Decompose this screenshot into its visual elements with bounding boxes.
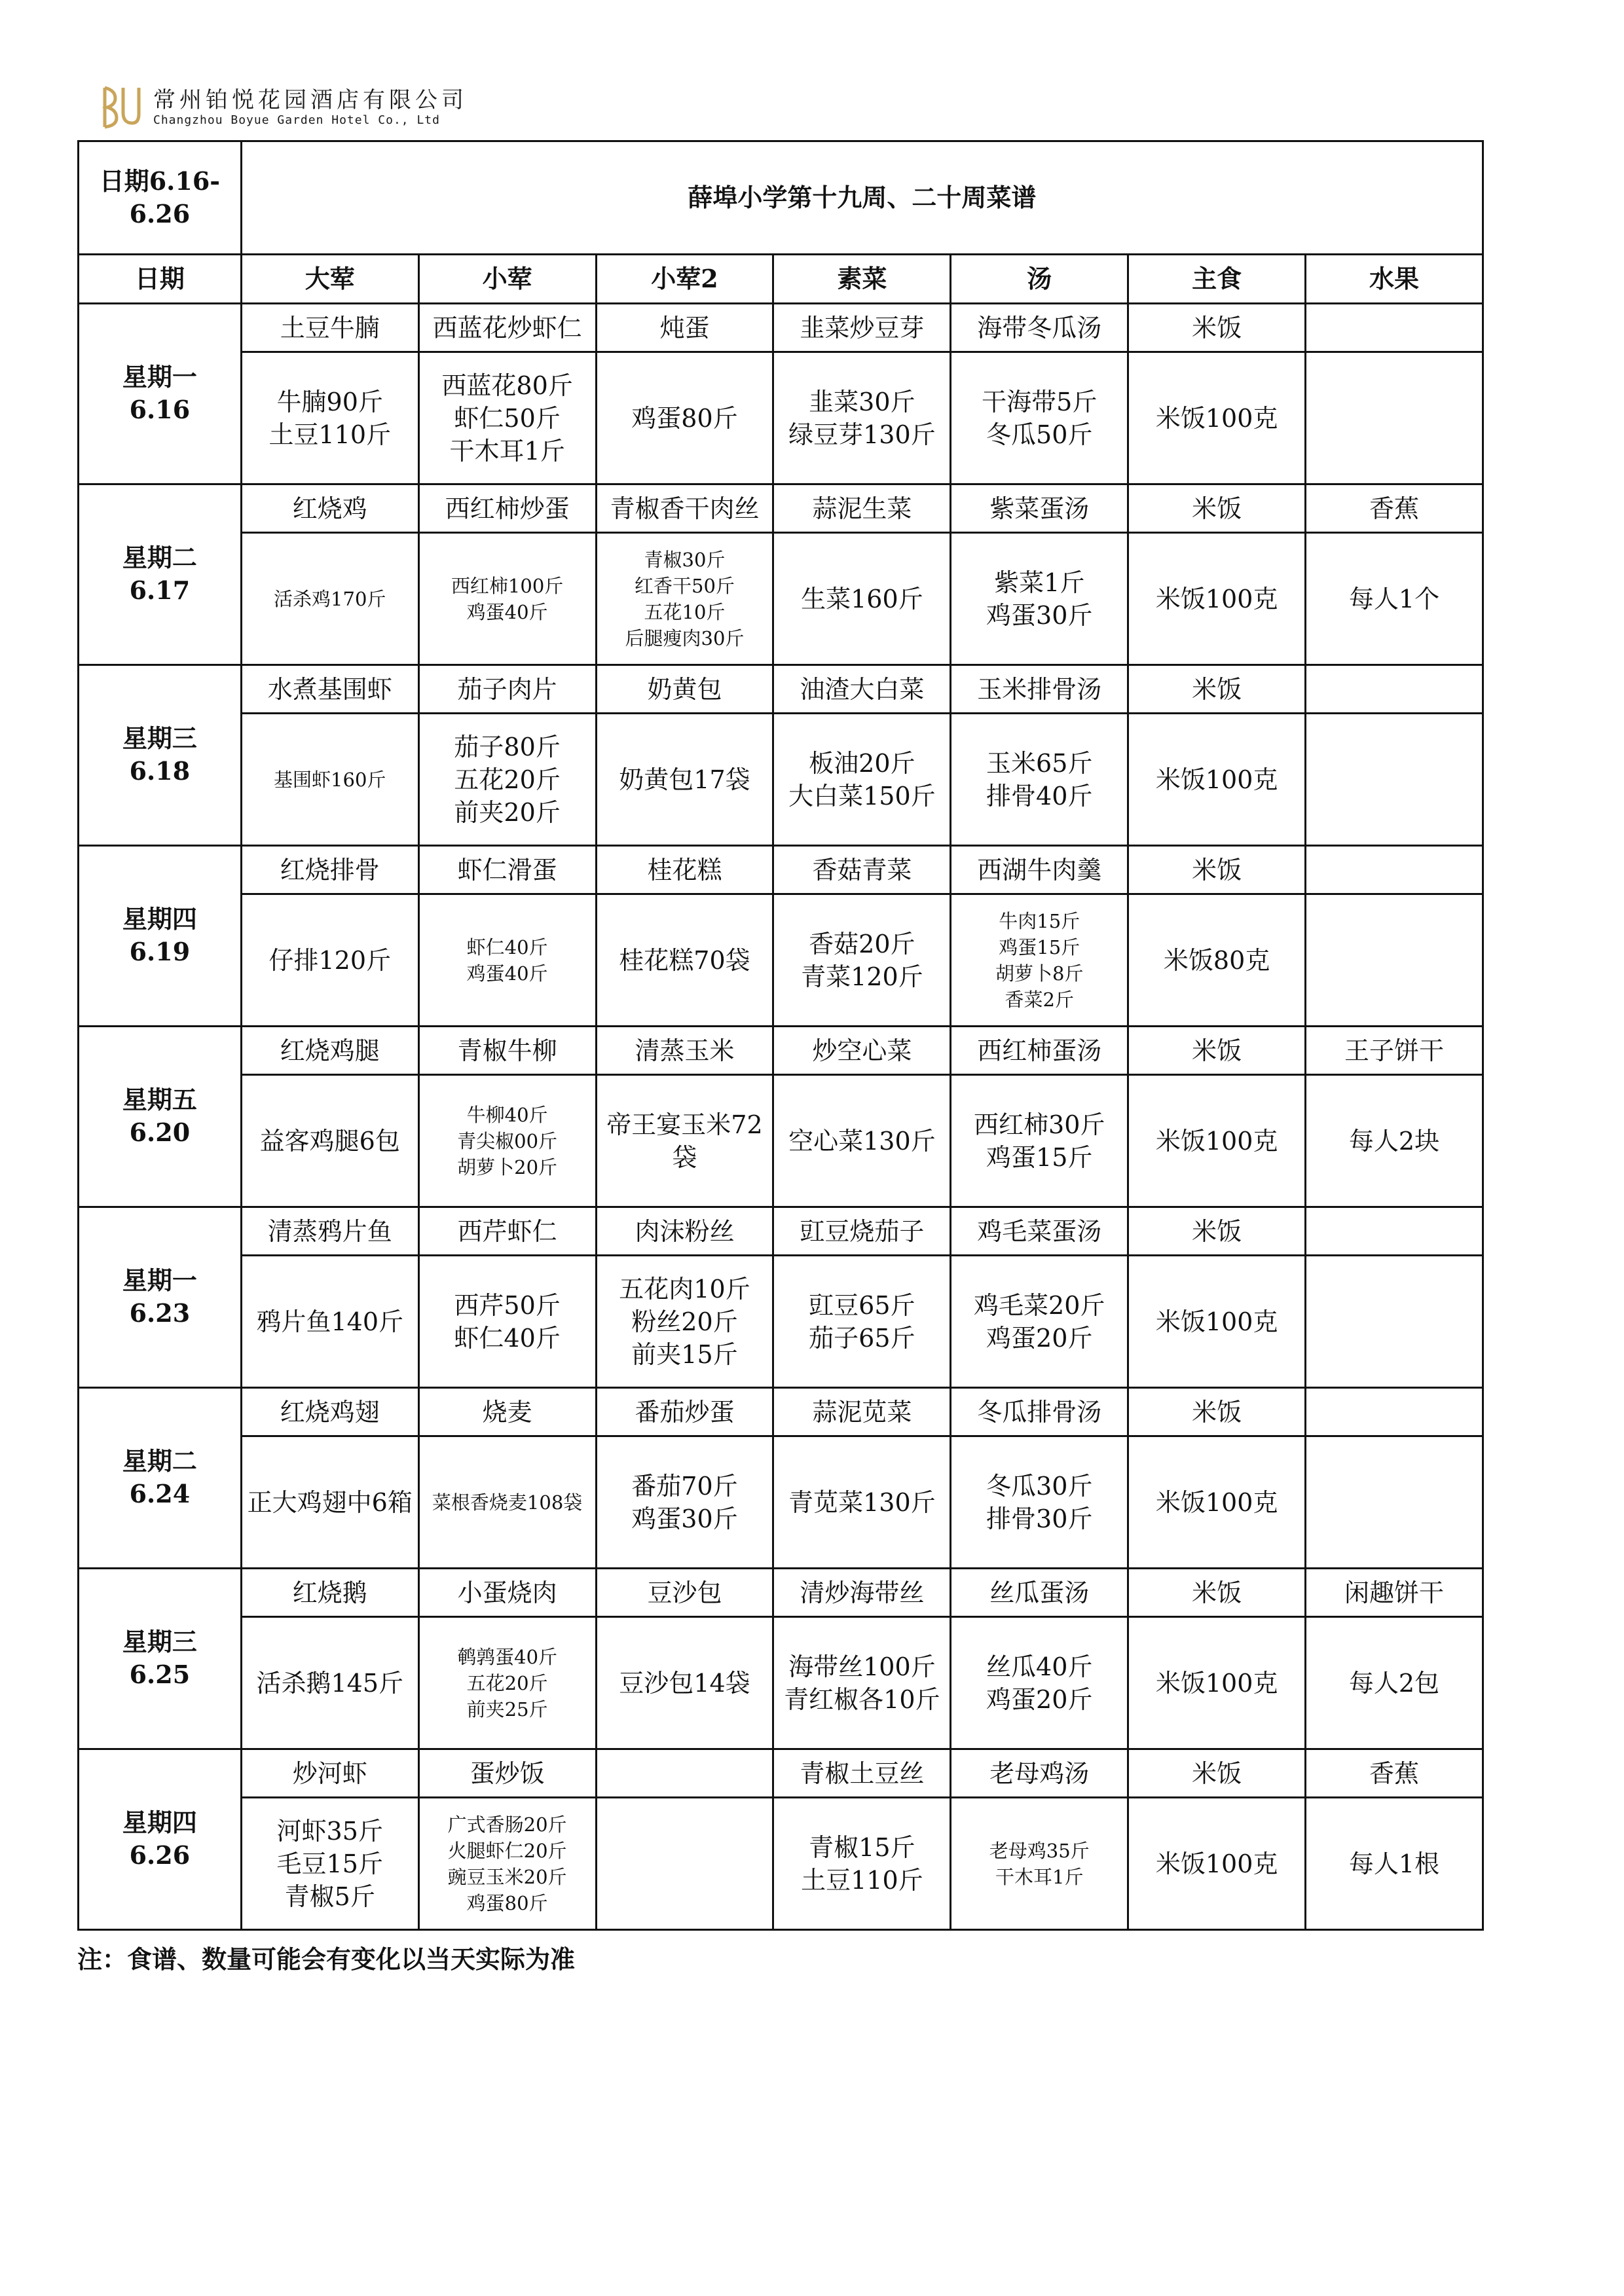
column-header: 汤 (951, 255, 1128, 304)
day-date: 6.24 (129, 1479, 191, 1509)
dish-cell: 肉沫粉丝 (596, 1207, 773, 1256)
day-date: 6.23 (129, 1298, 191, 1328)
quantity-cell: 每人2包 (1306, 1617, 1483, 1749)
dish-cell: 米饭 (1128, 303, 1306, 352)
quantity-row (79, 714, 1483, 845)
dish-cell: 米饭 (1128, 1749, 1306, 1798)
dish-cell: 鸡毛菜蛋汤 (951, 1207, 1128, 1256)
day-date: 6.16 (129, 395, 191, 425)
dish-cell: 虾仁滑蛋 (418, 845, 596, 894)
quantity-cell: 广式香肠20斤 火腿虾仁20斤 豌豆玉米20斤 鸡蛋80斤 (418, 1798, 596, 1930)
quantity-row (79, 1075, 1483, 1207)
quantity-cell (1306, 1256, 1483, 1387)
column-header: 主食 (1128, 255, 1306, 304)
dish-cell: 蛋炒饭 (418, 1749, 596, 1798)
dish-cell (1306, 1207, 1483, 1256)
dish-cell: 韭菜炒豆芽 (773, 303, 951, 352)
quantity-cell: 西芹50斤 虾仁40斤 (418, 1256, 596, 1387)
dish-cell: 青椒土豆丝 (773, 1749, 951, 1798)
company-name-cn: 常州铂悦花园酒店有限公司 (153, 87, 468, 113)
quantity-cell: 米饭100克 (1128, 1436, 1306, 1568)
quantity-cell: 桂花糕70袋 (596, 894, 773, 1026)
dish-cell: 西芹虾仁 (418, 1207, 596, 1256)
day-cell (79, 1568, 242, 1749)
dish-cell: 豆沙包 (596, 1568, 773, 1617)
dish-cell: 海带冬瓜汤 (951, 303, 1128, 352)
quantity-cell: 豆沙包14袋 (596, 1617, 773, 1749)
dish-cell: 清蒸玉米 (596, 1026, 773, 1075)
dish-cell: 小蛋烧肉 (418, 1568, 596, 1617)
column-header: 日期 (79, 255, 242, 304)
dish-cell (1306, 845, 1483, 894)
quantity-cell: 米饭80克 (1128, 894, 1306, 1026)
dish-row (79, 1207, 1483, 1256)
dish-cell: 桂花糕 (596, 845, 773, 894)
footnote: 注：食谱、数量可能会有变化以当天实际为准 (77, 1944, 576, 1974)
day-label: 星期三 (122, 1627, 197, 1657)
quantity-cell: 米饭100克 (1128, 1256, 1306, 1387)
quantity-cell: 板油20斤 大白菜150斤 (773, 714, 951, 845)
column-header: 小荤2 (596, 255, 773, 304)
dish-cell: 红烧鸡腿 (241, 1026, 418, 1075)
column-header: 素菜 (773, 255, 951, 304)
quantity-cell: 生菜160斤 (773, 533, 951, 665)
quantity-cell: 香菇20斤 青菜120斤 (773, 894, 951, 1026)
dish-cell: 米饭 (1128, 665, 1306, 714)
dish-cell (1306, 1387, 1483, 1436)
quantity-cell: 米饭100克 (1128, 352, 1306, 484)
column-header: 小荤 (418, 255, 596, 304)
dish-cell (1306, 303, 1483, 352)
dish-cell: 红烧鸡 (241, 484, 418, 533)
dish-cell: 炖蛋 (596, 303, 773, 352)
dish-row (79, 484, 1483, 533)
quantity-cell: 鸡毛菜20斤 鸡蛋20斤 (951, 1256, 1128, 1387)
dish-cell: 玉米排骨汤 (951, 665, 1128, 714)
day-date: 6.20 (129, 1118, 191, 1148)
day-label: 星期一 (122, 362, 197, 392)
dish-cell: 清蒸鸦片鱼 (241, 1207, 418, 1256)
dish-cell: 烧麦 (418, 1387, 596, 1436)
dish-cell: 番茄炒蛋 (596, 1387, 773, 1436)
quantity-cell (1306, 1436, 1483, 1568)
day-cell (79, 484, 242, 665)
dish-cell (1306, 665, 1483, 714)
quantity-cell: 玉米65斤 排骨40斤 (951, 714, 1128, 845)
day-cell (79, 665, 242, 845)
day-label: 星期四 (122, 1808, 197, 1838)
dish-cell: 米饭 (1128, 1207, 1306, 1256)
dish-cell: 炒河虾 (241, 1749, 418, 1798)
dish-cell: 土豆牛腩 (241, 303, 418, 352)
day-date: 6.18 (129, 756, 191, 786)
company-name-en: Changzhou Boyue Garden Hotel Co., Ltd (153, 113, 440, 127)
dish-cell: 青椒牛柳 (418, 1026, 596, 1075)
quantity-cell: 五花肉10斤 粉丝20斤 前夹15斤 (596, 1256, 773, 1387)
boyue-logo-icon (101, 84, 141, 131)
quantity-cell: 米饭100克 (1128, 533, 1306, 665)
quantity-cell: 空心菜130斤 (773, 1075, 951, 1207)
dish-cell: 米饭 (1128, 1026, 1306, 1075)
day-label: 星期五 (122, 1085, 197, 1115)
day-label: 星期四 (122, 904, 197, 934)
quantity-cell: 米饭100克 (1128, 1617, 1306, 1749)
dish-row (79, 1749, 1483, 1798)
day-cell (79, 1026, 242, 1207)
dish-cell: 香蕉 (1306, 1749, 1483, 1798)
quantity-cell: 青椒15斤 土豆110斤 (773, 1798, 951, 1930)
quantity-cell: 正大鸡翅中6箱 (241, 1436, 418, 1568)
quantity-cell: 仔排120斤 (241, 894, 418, 1026)
quantity-row (79, 1617, 1483, 1749)
dish-row (79, 303, 1483, 352)
dish-cell: 红烧排骨 (241, 845, 418, 894)
quantity-cell: 鸦片鱼140斤 (241, 1256, 418, 1387)
quantity-cell: 青苋菜130斤 (773, 1436, 951, 1568)
day-cell (79, 845, 242, 1026)
dish-cell: 茄子肉片 (418, 665, 596, 714)
quantity-cell: 牛肉15斤 鸡蛋15斤 胡萝卜8斤 香菜2斤 (951, 894, 1128, 1026)
dish-cell: 红烧鸡翅 (241, 1387, 418, 1436)
quantity-cell: 米饭100克 (1128, 714, 1306, 845)
quantity-cell: 鹌鹑蛋40斤 五花20斤 前夹25斤 (418, 1617, 596, 1749)
day-cell (79, 1387, 242, 1568)
quantity-cell: 冬瓜30斤 排骨30斤 (951, 1436, 1128, 1568)
day-date: 6.25 (129, 1660, 191, 1690)
dish-cell: 奶黄包 (596, 665, 773, 714)
quantity-cell: 紫菜1斤 鸡蛋30斤 (951, 533, 1128, 665)
quantity-row (79, 533, 1483, 665)
dish-cell: 米饭 (1128, 845, 1306, 894)
quantity-cell: 豇豆65斤 茄子65斤 (773, 1256, 951, 1387)
column-header-row (79, 255, 1483, 304)
dish-cell: 蒜泥苋菜 (773, 1387, 951, 1436)
dish-cell: 香菇青菜 (773, 845, 951, 894)
quantity-cell: 活杀鸡170斤 (241, 533, 418, 665)
dish-cell: 闲趣饼干 (1306, 1568, 1483, 1617)
dish-cell: 蒜泥生菜 (773, 484, 951, 533)
quantity-cell: 丝瓜40斤 鸡蛋20斤 (951, 1617, 1128, 1749)
dish-cell: 丝瓜蛋汤 (951, 1568, 1128, 1617)
quantity-cell (596, 1798, 773, 1930)
quantity-cell: 牛腩90斤 土豆110斤 (241, 352, 418, 484)
dish-row (79, 1568, 1483, 1617)
quantity-cell: 菜根香烧麦108袋 (418, 1436, 596, 1568)
quantity-cell (1306, 714, 1483, 845)
dish-cell: 西湖牛肉羹 (951, 845, 1128, 894)
quantity-cell: 每人1根 (1306, 1798, 1483, 1930)
quantity-cell: 海带丝100斤 青红椒各10斤 (773, 1617, 951, 1749)
day-label: 星期二 (122, 1446, 197, 1476)
day-date: 6.26 (129, 1840, 191, 1870)
quantity-cell: 西蓝花80斤 虾仁50斤 干木耳1斤 (418, 352, 596, 484)
quantity-row (79, 352, 1483, 484)
dish-cell: 西红柿蛋汤 (951, 1026, 1128, 1075)
dish-cell: 青椒香干肉丝 (596, 484, 773, 533)
quantity-cell: 鸡蛋80斤 (596, 352, 773, 484)
dish-cell: 西蓝花炒虾仁 (418, 303, 596, 352)
quantity-cell: 青椒30斤 红香干50斤 五花10斤 后腿瘦肉30斤 (596, 533, 773, 665)
quantity-cell: 活杀鹅145斤 (241, 1617, 418, 1749)
menu-table (77, 140, 1484, 1931)
menu-title: 薛埠小学第十九周、二十周菜谱 (241, 141, 1483, 255)
dish-cell: 米饭 (1128, 484, 1306, 533)
quantity-cell: 西红柿30斤 鸡蛋15斤 (951, 1075, 1128, 1207)
dish-row (79, 665, 1483, 714)
date-range-cell: 日期6.16-6.26 (79, 141, 242, 255)
quantity-cell: 干海带5斤 冬瓜50斤 (951, 352, 1128, 484)
dish-cell: 西红柿炒蛋 (418, 484, 596, 533)
quantity-cell: 茄子80斤 五花20斤 前夹20斤 (418, 714, 596, 845)
quantity-cell: 基围虾160斤 (241, 714, 418, 845)
quantity-cell: 老母鸡35斤 干木耳1斤 (951, 1798, 1128, 1930)
quantity-cell: 韭菜30斤 绿豆芽130斤 (773, 352, 951, 484)
day-cell (79, 303, 242, 484)
quantity-cell: 牛柳40斤 青尖椒00斤 胡萝卜20斤 (418, 1075, 596, 1207)
dish-cell: 老母鸡汤 (951, 1749, 1128, 1798)
column-header: 大荤 (241, 255, 418, 304)
quantity-cell (1306, 894, 1483, 1026)
dish-cell: 王子饼干 (1306, 1026, 1483, 1075)
day-label: 星期二 (122, 543, 197, 573)
quantity-cell (1306, 352, 1483, 484)
quantity-cell: 米饭100克 (1128, 1075, 1306, 1207)
dish-cell: 炒空心菜 (773, 1026, 951, 1075)
dish-cell: 冬瓜排骨汤 (951, 1387, 1128, 1436)
dish-row (79, 845, 1483, 894)
dish-cell (596, 1749, 773, 1798)
dish-cell: 米饭 (1128, 1568, 1306, 1617)
quantity-cell: 每人1个 (1306, 533, 1483, 665)
quantity-cell: 每人2块 (1306, 1075, 1483, 1207)
dish-cell: 红烧鹅 (241, 1568, 418, 1617)
dish-cell: 米饭 (1128, 1387, 1306, 1436)
quantity-cell: 米饭100克 (1128, 1798, 1306, 1930)
day-date: 6.17 (129, 575, 191, 606)
column-header: 水果 (1306, 255, 1483, 304)
day-cell (79, 1749, 242, 1929)
company-logo (101, 84, 468, 131)
dish-cell: 香蕉 (1306, 484, 1483, 533)
quantity-cell: 河虾35斤 毛豆15斤 青椒5斤 (241, 1798, 418, 1930)
dish-cell: 清炒海带丝 (773, 1568, 951, 1617)
day-label: 星期一 (122, 1266, 197, 1296)
day-label: 星期三 (122, 723, 197, 754)
quantity-row (79, 1798, 1483, 1930)
quantity-cell: 奶黄包17袋 (596, 714, 773, 845)
quantity-cell: 西红柿100斤 鸡蛋40斤 (418, 533, 596, 665)
quantity-cell: 番茄70斤 鸡蛋30斤 (596, 1436, 773, 1568)
dish-row (79, 1026, 1483, 1075)
quantity-cell: 虾仁40斤 鸡蛋40斤 (418, 894, 596, 1026)
day-date: 6.19 (129, 937, 191, 967)
dish-cell: 水煮基围虾 (241, 665, 418, 714)
dish-cell: 豇豆烧茄子 (773, 1207, 951, 1256)
dish-cell: 油渣大白菜 (773, 665, 951, 714)
day-cell (79, 1207, 242, 1387)
quantity-row (79, 1436, 1483, 1568)
quantity-row (79, 1256, 1483, 1387)
quantity-row (79, 894, 1483, 1026)
dish-row (79, 1387, 1483, 1436)
quantity-cell: 益客鸡腿6包 (241, 1075, 418, 1207)
dish-cell: 紫菜蛋汤 (951, 484, 1128, 533)
quantity-cell: 帝王宴玉米72袋 (596, 1075, 773, 1207)
